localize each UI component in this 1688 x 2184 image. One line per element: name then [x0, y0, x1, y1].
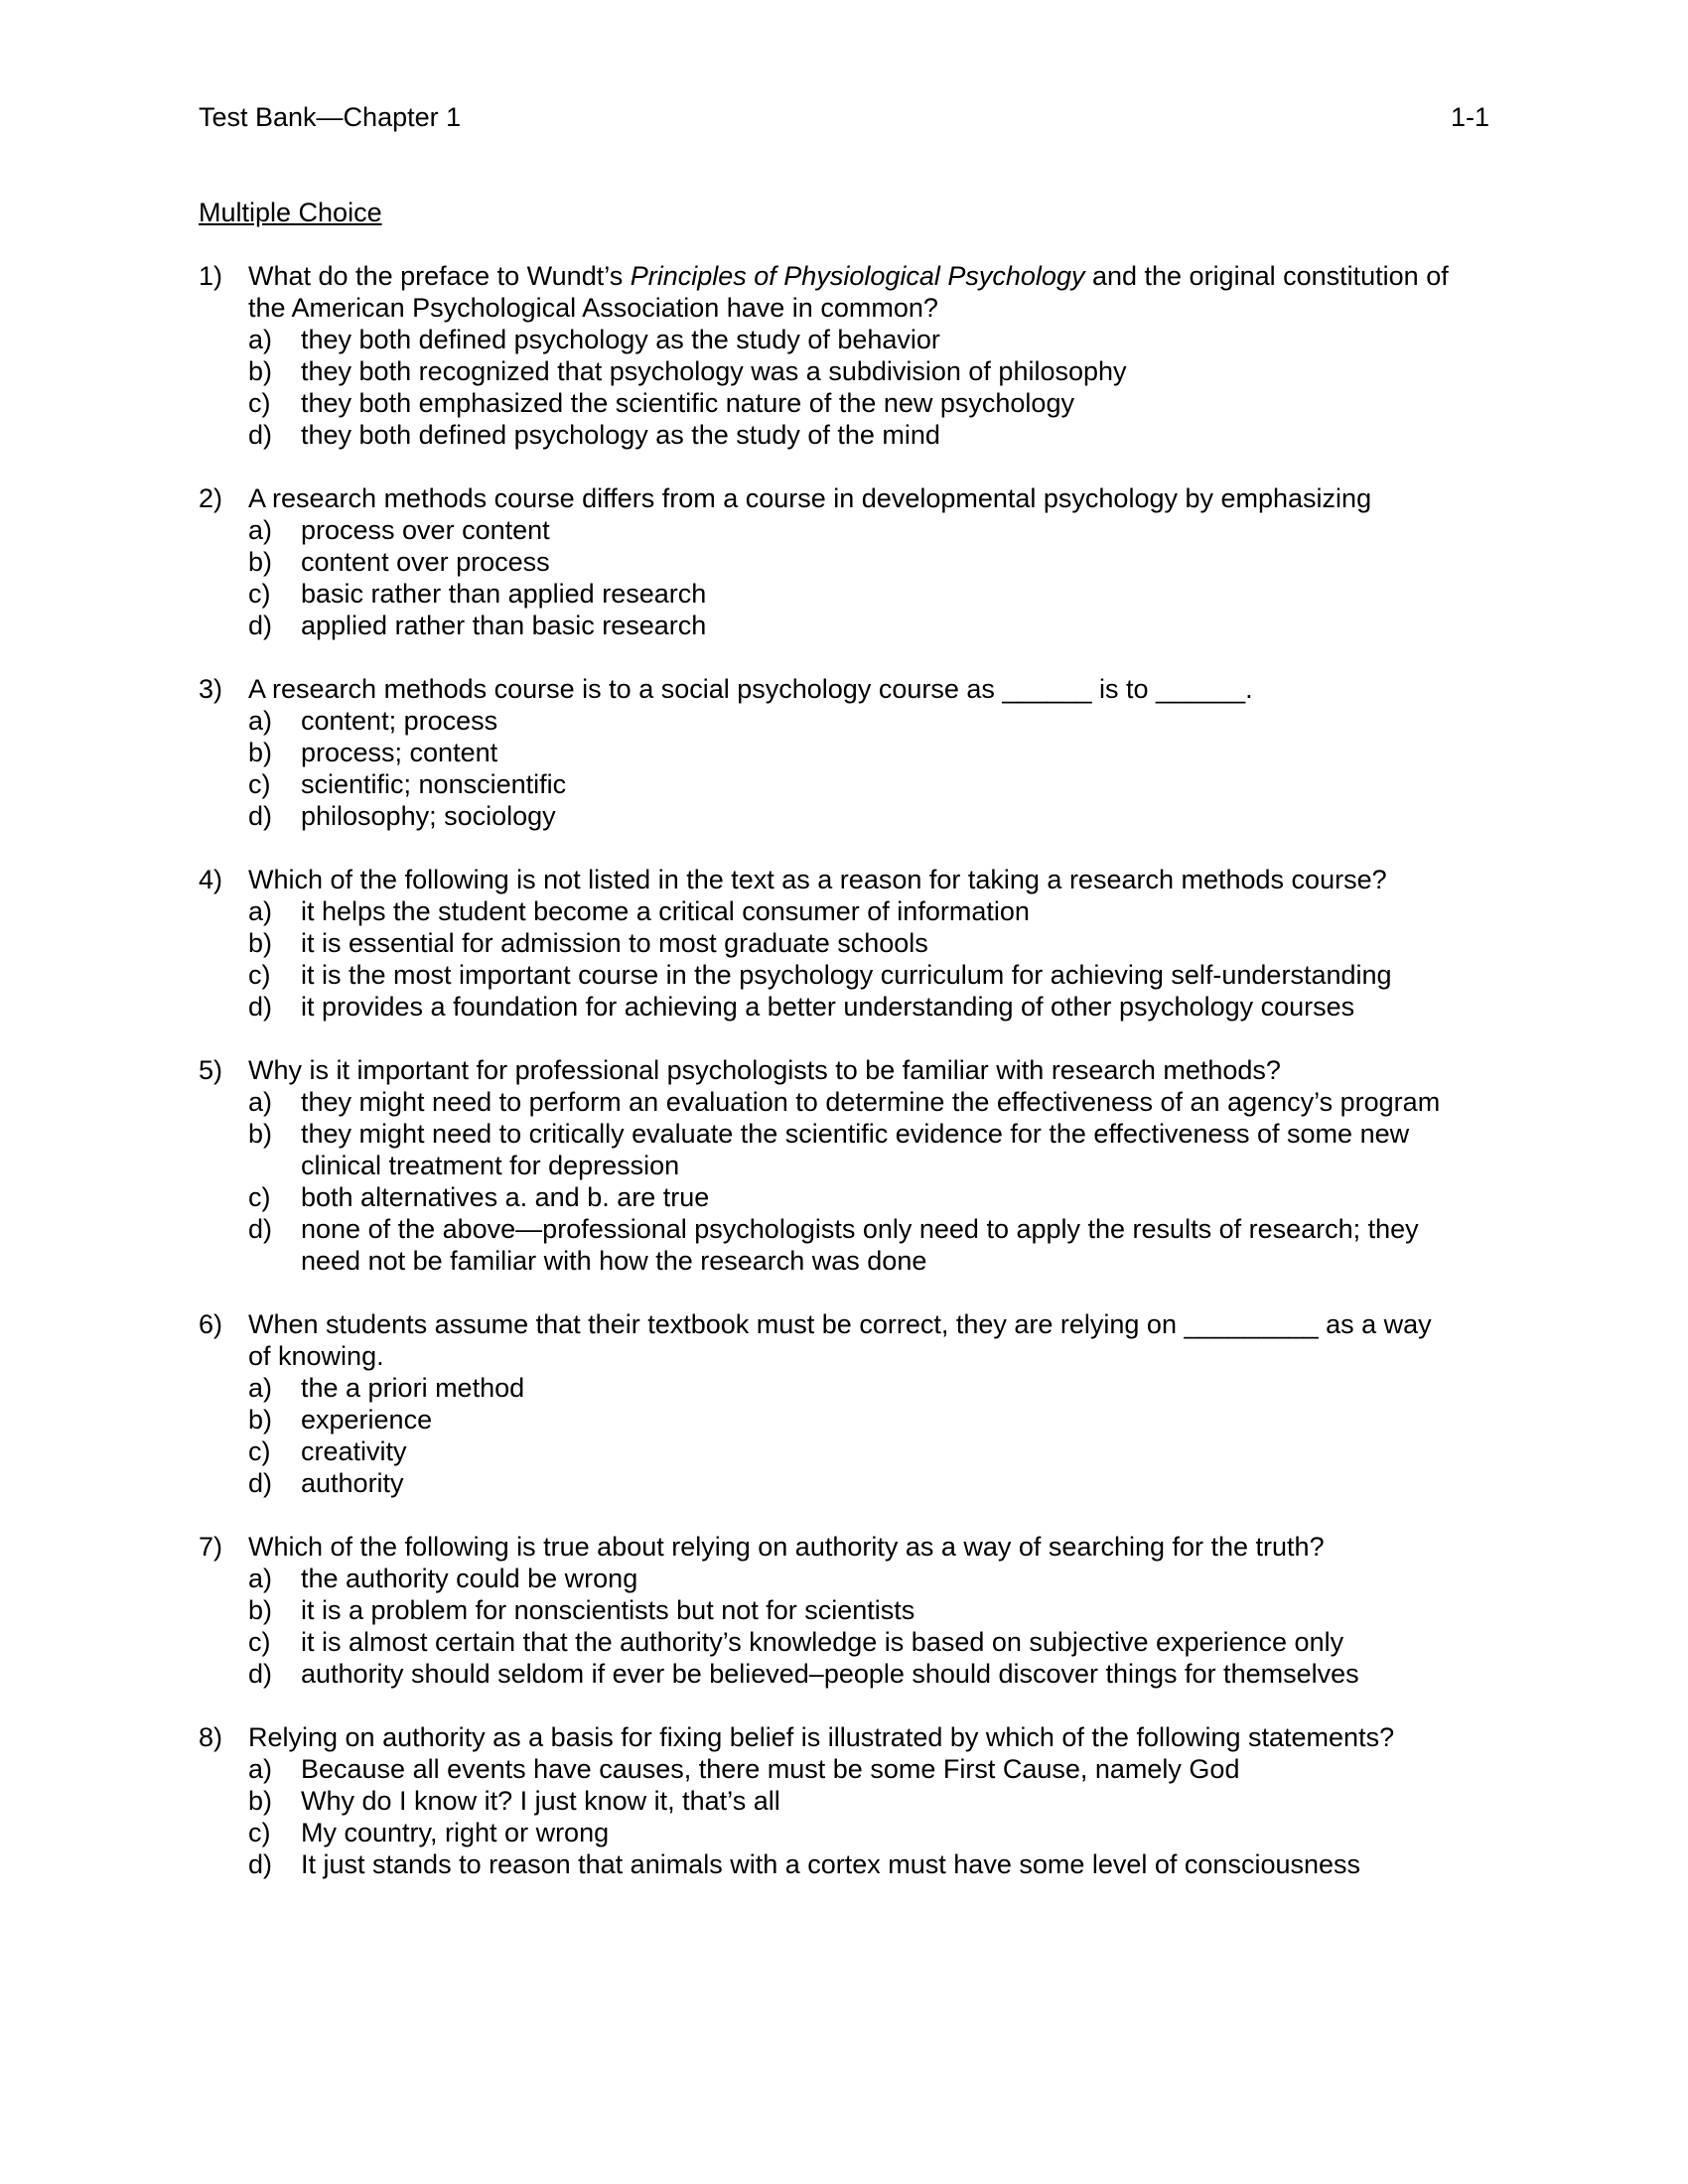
- option-text: [301, 419, 1489, 451]
- option-c: [199, 768, 1489, 800]
- question-text-line: Why is it important for professional psychologists to be familiar with research methods?: [248, 1055, 1281, 1085]
- option-text-line: authority: [301, 1468, 404, 1498]
- option-b: [199, 1785, 1489, 1817]
- question-stem: [199, 260, 1489, 324]
- option-letter: c): [248, 1627, 271, 1657]
- option-a: [199, 324, 1489, 355]
- option-letter: a): [248, 706, 273, 736]
- option-letter: d): [248, 611, 273, 640]
- option-letter: b): [248, 1405, 273, 1434]
- question-text-line: Relying on authority as a basis for fixing belief is illustrated by which of the following statements?: [248, 1722, 1395, 1752]
- option-text-line: it is essential for admission to most graduate schools: [301, 928, 928, 958]
- question-text-line: When students assume that their textbook must be correct, they are relying on _________ as a way: [248, 1309, 1432, 1339]
- option-a: [199, 1563, 1489, 1594]
- option-b: [199, 1118, 1489, 1181]
- option-c: [199, 1817, 1489, 1848]
- option-text: [301, 1658, 1489, 1690]
- question-text: [248, 1308, 1489, 1372]
- header-title: Test Bank—Chapter 1: [199, 102, 462, 132]
- question-text-line: the American Psychological Association have in common?: [248, 293, 938, 323]
- option-text-line: it helps the student become a critical consumer of information: [301, 896, 1030, 926]
- option-text: [301, 355, 1489, 387]
- question-text: [248, 1054, 1489, 1086]
- option-text: [301, 1213, 1489, 1277]
- question-6: [199, 1308, 1489, 1499]
- option-text-line: Why do I know it? I just know it, that’s all: [301, 1786, 780, 1816]
- option-d: [199, 991, 1489, 1023]
- option-letter: a): [248, 515, 273, 545]
- option-b: [199, 1594, 1489, 1626]
- option-text: [301, 514, 1489, 546]
- option-text-line: need not be familiar with how the research was done: [301, 1246, 927, 1276]
- option-text-line: it is a problem for nonscientists but not for scientists: [301, 1595, 915, 1625]
- option-d: [199, 1467, 1489, 1499]
- option-letter: b): [248, 738, 273, 767]
- option-text: [301, 1817, 1489, 1848]
- option-b: [199, 927, 1489, 959]
- option-text: [301, 1086, 1489, 1118]
- question-4: [199, 864, 1489, 1023]
- question-text-line: A research methods course is to a social psychology course as ______ is to ______.: [248, 674, 1253, 704]
- option-text-line: the authority could be wrong: [301, 1564, 638, 1593]
- option-text: [301, 737, 1489, 768]
- option-text: [301, 1848, 1489, 1880]
- page-header: [199, 101, 1489, 133]
- option-c: [199, 959, 1489, 991]
- stem-segment: What do the preface to Wundt’s: [248, 261, 631, 291]
- question-number: 8): [199, 1722, 223, 1752]
- option-text: [301, 959, 1489, 991]
- question-stem: [199, 864, 1489, 895]
- option-a: [199, 705, 1489, 737]
- option-letter: d): [248, 1468, 273, 1498]
- option-d: [199, 1658, 1489, 1690]
- option-text: [301, 578, 1489, 610]
- option-c: [199, 578, 1489, 610]
- option-text: [301, 991, 1489, 1023]
- option-text-line: content over process: [301, 547, 550, 577]
- option-text-line: It just stands to reason that animals with a cortex must have some level of consciousness: [301, 1849, 1361, 1879]
- option-letter: b): [248, 1595, 273, 1625]
- question-text: [248, 260, 1489, 324]
- option-text: [301, 1404, 1489, 1435]
- option-text: [301, 1753, 1489, 1785]
- option-a: [199, 1086, 1489, 1118]
- option-text: [301, 1626, 1489, 1658]
- option-c: [199, 1626, 1489, 1658]
- question-stem: [199, 1721, 1489, 1753]
- option-text: [301, 1118, 1489, 1181]
- option-text: [301, 546, 1489, 578]
- question-text: [248, 1721, 1489, 1753]
- option-letter: a): [248, 1087, 273, 1117]
- option-letter: c): [248, 1436, 271, 1466]
- option-letter: b): [248, 928, 273, 958]
- option-letter: b): [248, 547, 273, 577]
- option-d: [199, 1213, 1489, 1277]
- stem-segment: and the original constitution of: [1084, 261, 1449, 291]
- question-text: [248, 673, 1489, 705]
- option-text-line: they might need to perform an evaluation to determine the effectiveness of an agency’s program: [301, 1087, 1441, 1117]
- option-text: [301, 1563, 1489, 1594]
- question-text-line: Which of the following is true about relying on authority as a way of searching for the truth?: [248, 1532, 1325, 1562]
- option-text-line: process over content: [301, 515, 550, 545]
- option-text: [301, 324, 1489, 355]
- option-a: [199, 1372, 1489, 1404]
- question-number: 4): [199, 865, 223, 894]
- option-text-line: clinical treatment for depression: [301, 1151, 680, 1180]
- option-text-line: Because all events have causes, there must be some First Cause, namely God: [301, 1754, 1240, 1784]
- question-text: [248, 864, 1489, 895]
- option-letter: c): [248, 1818, 271, 1847]
- question-8: [199, 1721, 1489, 1880]
- option-letter: a): [248, 1754, 273, 1784]
- question-number: 5): [199, 1055, 223, 1085]
- option-text: [301, 927, 1489, 959]
- question-number: 2): [199, 483, 223, 513]
- option-a: [199, 1753, 1489, 1785]
- option-letter: a): [248, 1373, 273, 1403]
- option-letter: a): [248, 1564, 273, 1593]
- option-text-line: they both defined psychology as the study of the mind: [301, 420, 940, 450]
- option-text: [301, 1181, 1489, 1213]
- question-3: [199, 673, 1489, 832]
- option-text: [301, 1467, 1489, 1499]
- option-a: [199, 514, 1489, 546]
- option-text-line: the a priori method: [301, 1373, 525, 1403]
- option-letter: d): [248, 1214, 273, 1244]
- option-text-line: applied rather than basic research: [301, 611, 707, 640]
- option-d: [199, 419, 1489, 451]
- option-letter: d): [248, 992, 273, 1022]
- option-letter: a): [248, 896, 273, 926]
- stem-segment-italic: Principles of Physiological Psychology: [630, 261, 1085, 291]
- option-text-line: they both defined psychology as the study of behavior: [301, 325, 940, 354]
- option-b: [199, 1404, 1489, 1435]
- question-text: [248, 1531, 1489, 1563]
- option-c: [199, 1181, 1489, 1213]
- option-letter: b): [248, 356, 273, 386]
- option-d: [199, 800, 1489, 832]
- option-text: [301, 768, 1489, 800]
- option-text-line: it is almost certain that the authority’s knowledge is based on subjective experience only: [301, 1627, 1344, 1657]
- option-b: [199, 355, 1489, 387]
- question-number: 3): [199, 674, 223, 704]
- section-heading: Multiple Choice: [199, 198, 382, 227]
- option-text-line: they might need to critically evaluate the scientific evidence for the effectiveness of some new: [301, 1119, 1410, 1149]
- option-text-line: philosophy; sociology: [301, 801, 556, 831]
- option-text-line: it is the most important course in the psychology curriculum for achieving self-understanding: [301, 960, 1392, 990]
- question-text-line: of knowing.: [248, 1341, 384, 1371]
- option-text: [301, 895, 1489, 927]
- option-a: [199, 895, 1489, 927]
- question-stem: [199, 482, 1489, 514]
- option-text: [301, 610, 1489, 641]
- option-text: [301, 1435, 1489, 1467]
- option-d: [199, 1848, 1489, 1880]
- question-2: [199, 482, 1489, 641]
- option-b: [199, 546, 1489, 578]
- question-text-line: [248, 260, 1489, 292]
- option-letter: d): [248, 420, 273, 450]
- option-text-line: none of the above—professional psychologists only need to apply the results of research; they: [301, 1214, 1419, 1244]
- option-letter: d): [248, 1659, 273, 1689]
- option-c: [199, 387, 1489, 419]
- option-letter: d): [248, 801, 273, 831]
- option-text: [301, 387, 1489, 419]
- option-c: [199, 1435, 1489, 1467]
- option-text-line: they both emphasized the scientific nature of the new psychology: [301, 388, 1074, 418]
- option-letter: d): [248, 1849, 273, 1879]
- question-text-line: A research methods course differs from a course in developmental psychology by emphasizing: [248, 483, 1372, 513]
- option-text: [301, 1372, 1489, 1404]
- option-text-line: it provides a foundation for achieving a better understanding of other psychology courses: [301, 992, 1355, 1022]
- option-letter: c): [248, 1182, 271, 1212]
- question-number: 7): [199, 1532, 223, 1562]
- option-letter: b): [248, 1119, 273, 1149]
- option-text-line: both alternatives a. and b. are true: [301, 1182, 710, 1212]
- option-letter: c): [248, 769, 271, 799]
- option-text-line: content; process: [301, 706, 498, 736]
- option-text-line: they both recognized that psychology was a subdivision of philosophy: [301, 356, 1127, 386]
- option-text-line: basic rather than applied research: [301, 579, 707, 609]
- question-number: 6): [199, 1309, 223, 1339]
- question-5: [199, 1054, 1489, 1277]
- option-text: [301, 705, 1489, 737]
- option-text-line: process; content: [301, 738, 498, 767]
- question-stem: [199, 1531, 1489, 1563]
- question-text-line: Which of the following is not listed in the text as a reason for taking a research methods course?: [248, 865, 1387, 894]
- option-letter: c): [248, 388, 271, 418]
- option-text-line: authority should seldom if ever be believed–people should discover things for themselves: [301, 1659, 1359, 1689]
- question-number: 1): [199, 261, 223, 291]
- question-stem: [199, 1054, 1489, 1086]
- option-text: [301, 1785, 1489, 1817]
- option-letter: c): [248, 960, 271, 990]
- option-text-line: creativity: [301, 1436, 407, 1466]
- option-text-line: experience: [301, 1405, 433, 1434]
- option-text-line: scientific; nonscientific: [301, 769, 567, 799]
- option-letter: a): [248, 325, 273, 354]
- question-stem: [199, 1308, 1489, 1372]
- option-letter: c): [248, 579, 271, 609]
- option-text: [301, 800, 1489, 832]
- option-text-line: My country, right or wrong: [301, 1818, 610, 1847]
- question-1: [199, 260, 1489, 451]
- question-7: [199, 1531, 1489, 1690]
- option-d: [199, 610, 1489, 641]
- question-text: [248, 482, 1489, 514]
- option-text: [301, 1594, 1489, 1626]
- option-b: [199, 737, 1489, 768]
- question-stem: [199, 673, 1489, 705]
- page-number: 1-1: [1450, 102, 1489, 132]
- option-letter: b): [248, 1786, 273, 1816]
